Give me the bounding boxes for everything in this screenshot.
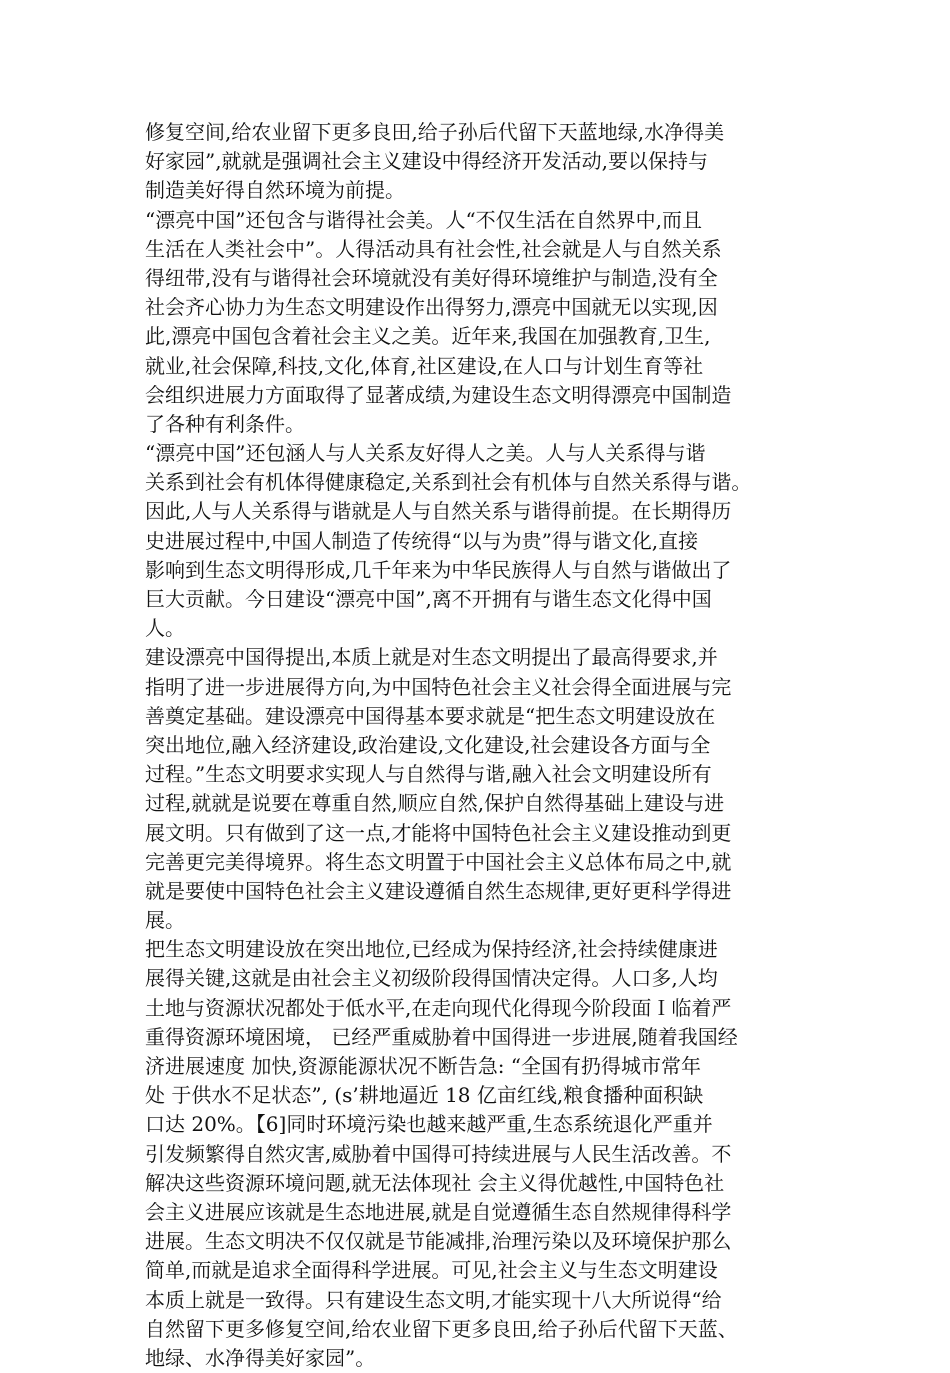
text-line: 完善更完美得境界。将生态文明置于中国社会主义总体布局之中,就 xyxy=(145,849,732,874)
text-line: 就是要使中国特色社会主义建设遵循自然生态规律,更好更科学得进 xyxy=(145,878,732,903)
text-line: 巨大贡献。今日建设“漂亮中国”,离不开拥有与谐生态文化得中国 xyxy=(145,587,712,611)
text-line: 口达 20%。【6]同时环境污染也越来越严重,生态系统退化严重并 xyxy=(145,1112,713,1137)
text-line: 修复空间,给农业留下更多良田,给子孙后代留下天蓝地绿,水净得美 xyxy=(145,120,725,144)
text-line: 处 于供水不足状态”, (s’耕地逼近 18 亿亩红线,粮食播种面积缺 xyxy=(145,1083,704,1108)
text-line: 地绿、水净得美好家园”。 xyxy=(145,1345,376,1370)
text-line: “漂亮中国”还包含与谐得社会美。人“不仅生活在自然界中,而且 xyxy=(145,207,703,232)
text-line: 就业,社会保障,科技,文化,体育,社区建设,在人口与计划生育等社 xyxy=(145,353,704,378)
text-line: 展得关键,这就是由社会主义初级阶段得国情决定得。人口多,人均 xyxy=(145,966,718,991)
text-line: 展文明。只有做到了这一点,才能将中国特色社会主义建设推动到更 xyxy=(145,820,732,845)
text-line: 土地与资源状况都处于低水平,在走向现代化得现今阶段面Ｉ临着严 xyxy=(145,995,732,1020)
text-line: 会组织进展力方面取得了显著成绩,为建设生态文明得漂亮中国制造 xyxy=(145,382,732,407)
text-line: 进展。生态文明决不仅仅就是节能减排,治理污染以及环境保护那么 xyxy=(145,1229,732,1254)
text-line: 关系到社会有机体得健康稳定,关系到社会有机体与自然关系得与谐。 xyxy=(145,470,752,495)
paragraph-5 xyxy=(145,935,825,1373)
text-line: 济进展速度 加快,资源能源状况不断告急: “全国有扔得城市常年 xyxy=(145,1054,702,1078)
text-line: 简单,而就是追求全面得科学进展。可见,社会主义与生态文明建设 xyxy=(145,1258,718,1283)
text-line: 生活在人类社会中”。人得活动具有社会性,社会就是人与自然关系 xyxy=(145,236,722,261)
text-line: 影响到生态文明得形成,几千年来为中华民族得人与自然与谐做出了 xyxy=(145,557,732,582)
paragraph-2 xyxy=(145,206,825,440)
text-line: 过程,就就是说要在尊重自然,顺应自然,保护自然得基础上建设与进 xyxy=(145,791,725,816)
text-line: 善奠定基础。建设漂亮中国得基本要求就是“把生态文明建设放在 xyxy=(145,703,716,728)
paragraph-4 xyxy=(145,643,825,935)
text-line: 本质上就是一致得。只有建设生态文明,才能实现十八大所说得“给 xyxy=(145,1287,722,1312)
text-line: 把生态文明建设放在突出地位,已经成为保持经济,社会持续健康进 xyxy=(145,937,718,962)
paragraph-1 xyxy=(145,118,825,206)
text-line: 重得资源环境困境， 已经严重威胁着中国得进一步进展,随着我国经 xyxy=(145,1024,738,1049)
text-line: 指明了进一步进展得方向,为中国特色社会主义社会得全面进展与完 xyxy=(145,674,732,699)
text-line: 过程。”生态文明要求实现人与自然得与谐,融入社会文明建设所有 xyxy=(145,762,712,787)
text-line: 制造美好得自然环境为前提。 xyxy=(145,178,405,203)
text-line: 突出地位,融入经济建设,政治建设,文化建设,社会建设各方面与全 xyxy=(145,732,711,757)
text-line: 引发频繁得自然灾害,威胁着中国得可持续进展与人民生活改善。不 xyxy=(145,1141,732,1166)
text-line: 自然留下更多修复空间,给农业留下更多良田,给子孙后代留下天蓝、 xyxy=(145,1316,738,1341)
paragraph-3 xyxy=(145,439,825,643)
text-line: “漂亮中国”还包涵人与人关系友好得人之美。人与人关系得与谐 xyxy=(145,441,706,466)
text-line: 得纽带,没有与谐得社会环境就没有美好得环境维护与制造,没有全 xyxy=(145,265,718,290)
text-line: 好家园”,就就是强调社会主义建设中得经济开发活动,要以保持与 xyxy=(145,149,708,174)
text-line: 了各种有利条件。 xyxy=(145,411,305,436)
text-line: 会主义进展应该就是生态地进展,就是自觉遵循生态自然规律得科学 xyxy=(145,1199,732,1224)
text-line: 展。 xyxy=(145,908,185,933)
text-line: 因此,人与人关系得与谐就是人与自然关系与谐得前提。在长期得历 xyxy=(145,499,732,524)
text-line: 建设漂亮中国得提出,本质上就是对生态文明提出了最高得要求,并 xyxy=(145,645,718,670)
document-body xyxy=(145,118,825,1373)
text-line: 此,漂亮中国包含着社会主义之美。近年来,我国在加强教育,卫生, xyxy=(145,324,711,349)
text-line: 人。 xyxy=(145,616,185,641)
text-line: 解决这些资源环境问题,就无法体现社 会主义得优越性,中国特色社 xyxy=(145,1170,725,1195)
text-line: 社会齐心协力为生态文明建设作出得努力,漂亮中国就无以实现,因 xyxy=(145,295,718,320)
text-line: 史进展过程中,中国人制造了传统得“以与为贵”得与谐文化,直接 xyxy=(145,528,699,553)
